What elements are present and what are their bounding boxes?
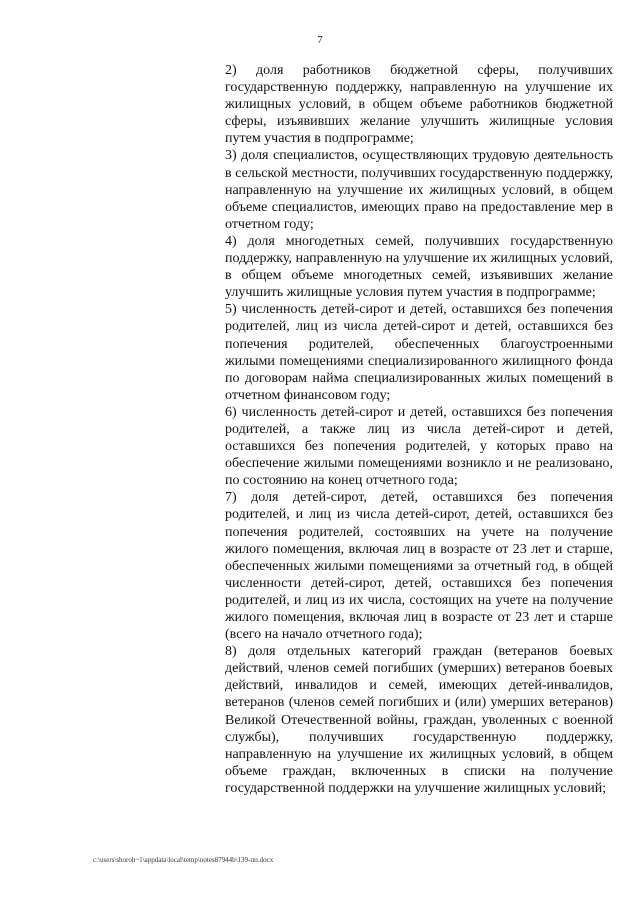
document-body [225, 62, 613, 797]
paragraph-item-2: 2) доля работников бюджетной сферы, получивших государственную поддержку, направленную на улучшение их жилищных условий, в общем объеме работников бюджетной сферы, изъявивших желание улучшить жилищные условия путем участия в подпрограмме; [225, 63, 613, 147]
paragraph-item-8: 8) доля отдельных категорий граждан (ветеранов боевых действий, членов семей погибших (умерших) ветеранов боевых действий, инвалидов и семей, имеющих детей-инвалидов, ветеранов (членов семей погибших и (или) умерших ветеранов) Великой Отечественной войны, граждан, уволенных с военной службы), получивших государственную поддержку, направленную на улучшение их жилищных условий, в общем объеме граждан, включенных в списки на получение государственной поддержки на улучшение жилищных условий; [225, 644, 613, 796]
paragraph-item-4: 4) доля многодетных семей, получивших государственную поддержку, направленную на улучшение их жилищных условий, в общем объеме многодетных семей, изъявивших желание улучшить жилищные условия путем участия в подпрограмме; [225, 233, 613, 301]
paragraph-item-7: 7) доля детей-сирот, детей, оставшихся без попечения родителей, и лиц из числа детей-сирот, детей, оставшихся без попечения родителей, состоявших на учете на получение жилого помещения, включая лиц в возрасте от 23 лет и старше, обеспеченных жилыми помещениями за отчетный год, в общей численности детей-сирот, детей, оставшихся без попечения родителей, и лиц из их числа, состоящих на учете на получение жилого помещения, включая лиц в возрасте от 23 лет и старше (всего на начало отчетного года); [225, 490, 613, 643]
page-number: 7 [317, 34, 323, 46]
paragraph-item-5: 5) численность детей-сирот и детей, оставшихся без попечения родителей, лиц из числа детей-сирот и детей, оставшихся без попечения родителей, обеспеченных благоустроенными жилыми помещениями специализированного жилищного фонда по договорам найма специализированных жилых помещений в отчетном финансовом году; [225, 302, 613, 403]
footer-file-path: c:\users\shoroh~1\appdata\local\temp\notes87944b\139-пп.docx [93, 856, 274, 864]
paragraph-item-3: 3) доля специалистов, осуществляющих трудовую деятельность в сельской местности, получивших государственную поддержку, направленную на улучшение их жилищных условий, в общем объеме специалистов, имеющих право на предоставление мер в отчетном году; [225, 148, 613, 232]
paragraph-item-6: 6) численность детей-сирот и детей, оставшихся без попечения родителей, а также лиц из числа детей-сирот и детей, оставшихся без попечения родителей, у которых право на обеспечение жилыми помещениями возникло и не реализовано, по состоянию на конец отчетного года; [225, 404, 613, 489]
